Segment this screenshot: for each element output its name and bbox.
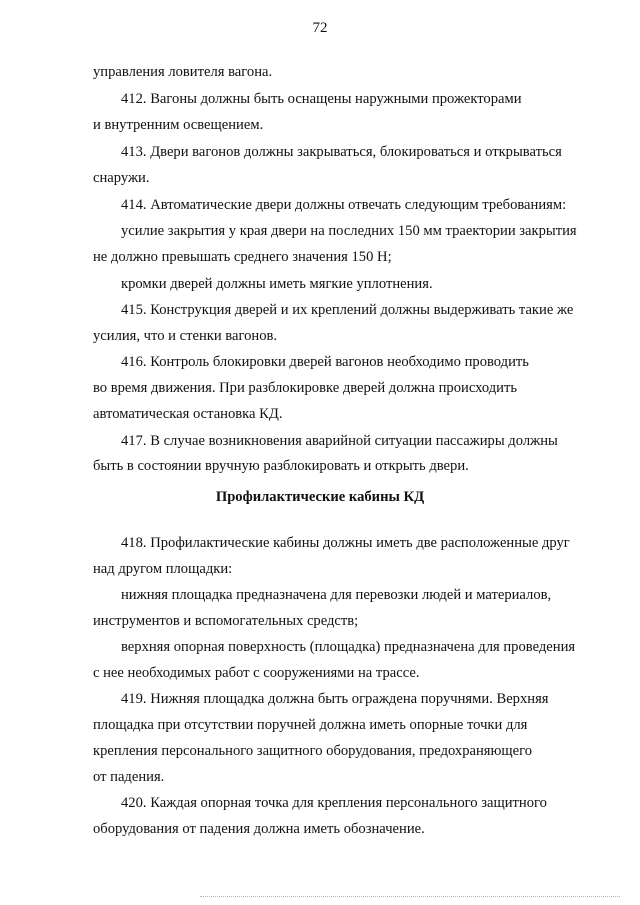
item-419-line-4: от падения.: [93, 769, 165, 785]
item-418-line-4: инструментов и вспомогательных средств;: [93, 613, 359, 629]
item-414-line-1: 414. Автоматические двери должны отвечать следующим требованиям:: [121, 197, 567, 213]
item-415-line-2: усилия, что и стенки вагонов.: [93, 328, 278, 344]
item-419-line-1: 419. Нижняя площадка должна быть ограждена поручнями. Верхняя: [121, 691, 549, 707]
item-418-line-1: 418. Профилактические кабины должны иметь две расположенные друг: [121, 535, 570, 551]
item-417-line-1: 417. В случае возникновения аварийной ситуации пассажиры должны: [121, 433, 558, 449]
item-413-line-1: 413. Двери вагонов должны закрываться, блокироваться и открываться: [121, 144, 562, 160]
item-416-line-3: автоматическая остановка КД.: [93, 406, 283, 422]
item-418-line-3: нижняя площадка предназначена для перевозки людей и материалов,: [121, 587, 552, 603]
item-417-line-2: быть в состоянии вручную разблокировать и открыть двери.: [93, 458, 469, 474]
item-412-line-2: и внутренним освещением.: [93, 117, 264, 133]
item-414-line-2: усилие закрытия у края двери на последних 150 мм траектории закрытия: [121, 223, 577, 239]
item-415-line-1: 415. Конструкция дверей и их креплений должны выдерживать такие же: [121, 302, 574, 318]
item-414-line-3: не должно превышать среднего значения 150 Н;: [93, 249, 392, 265]
item-420-line-2: оборудования от падения должна иметь обозначение.: [93, 821, 425, 837]
item-419-line-2: площадка при отсутствии поручней должна иметь опорные точки для: [93, 717, 528, 733]
item-413-line-2: снаружи.: [93, 170, 150, 186]
item-418-line-6: с нее необходимых работ с сооружениями на трассе.: [93, 665, 420, 681]
text-line: управления ловителя вагона.: [93, 64, 273, 80]
item-420-line-1: 420. Каждая опорная точка для крепления персонального защитного: [121, 795, 547, 811]
item-416-line-1: 416. Контроль блокировки дверей вагонов необходимо проводить: [121, 354, 529, 370]
item-414-line-4: кромки дверей должны иметь мягкие уплотнения.: [121, 276, 433, 292]
section-heading: Профилактические кабины КД: [215, 489, 425, 505]
item-418-line-2: над другом площадки:: [93, 561, 233, 577]
scan-edge-line: [200, 896, 620, 897]
item-419-line-3: крепления персонального защитного оборудования, предохраняющего: [93, 743, 533, 759]
page-number: 72: [312, 20, 328, 36]
item-418-line-5: верхняя опорная поверхность (площадка) предназначена для проведения: [121, 639, 576, 655]
item-416-line-2: во время движения. При разблокировке дверей должна происходить: [93, 380, 517, 396]
item-412-line-1: 412. Вагоны должны быть оснащены наружными прожекторами: [121, 91, 522, 107]
